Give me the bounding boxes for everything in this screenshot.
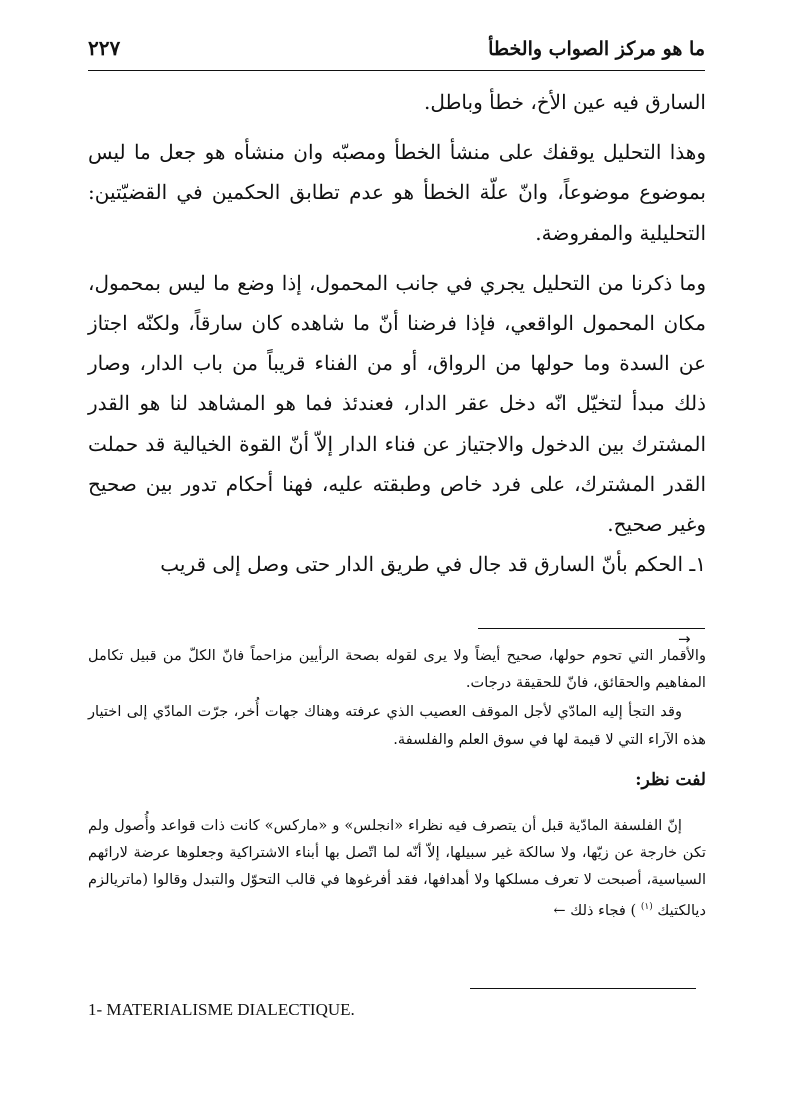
endnote: 1- MATERIALISME DIALECTIQUE. bbox=[88, 1000, 355, 1019]
footnote-block bbox=[88, 642, 706, 924]
page-header bbox=[88, 30, 705, 70]
footnote-separator bbox=[478, 628, 705, 629]
main-text bbox=[88, 82, 706, 584]
page-number: ٢٢٧ bbox=[88, 36, 121, 60]
footnote-paragraph-3-text: إنّ الفلسفة المادّية قبل أن يتصرف فيه نظراء «انجلس» و «ماركس» كانت ذات قواعد وأُصول ولم تكن خارجة عن زيّها، ولا سالكة غير سبيلها، إلاّ أنّه لما اتّصل بها أبناء الاشتراكية وجعلوها عرضة لارائهم السياسية، أصبحت لا تعرف مسلكها ولا أهدافها، فقد أفرغوها في قالب التحوّل والتبدل وقالوا (ماتريالزم ديالكتيك bbox=[88, 817, 706, 919]
paragraph-1: السارق فيه عين الأخ، خطأ وباطل. bbox=[424, 90, 706, 114]
endnote-separator bbox=[470, 988, 696, 989]
footnote-paragraph-3-end: ) فجاء ذلك ← bbox=[553, 901, 637, 919]
footnote-reference: (١) bbox=[640, 901, 653, 912]
footnote-paragraph-1: والأقمار التي تحوم حولها، صحيح أيضاً ولا يرى لقوله بصحة الرأيين مزاحماً فانّ الكلّ من قبيل تكامل المفاهيم والحقائق، فانّ للحقيقة درجات. bbox=[88, 647, 706, 692]
paragraph-2: وهذا التحليل يوقفك على منشأ الخطأ ومصبّه وان منشأه هو جعل ما ليس بموضوع موضوعاً، وانّ علّة الخطأ هو عدم تطابق الحكمين في القضيّتين: التحليلية والمفروضة. bbox=[88, 140, 706, 245]
paragraph-4: ١ـ الحكم بأنّ السارق قد جال في طريق الدار حتى وصل إلى قريب bbox=[160, 552, 706, 577]
paragraph-3: وما ذكرنا من التحليل يجري في جانب المحمول، إذا وضع ما ليس بمحمول، مكان المحمول الواقعي، فإذا فرضنا أنّ ما شاهده كان سارقاً، ولكنّه اجتاز عن السدة وما حولها من الرواق، أو من الفناء قريباً من باب الدار، وصار ذلك مبدأ لتخيّل انّه دخل عقر الدار، فعندئذ فما هو المشاهد لنا هو القدر المشترك بين الدخول والاجتياز عن فناء الدار إلاّ أنّ القوة الخيالية قد حملت القدر المشترك، على فرد خاص وطبقته عليه، فهنا أحكام تدور بين صحيح وغير صحيح. bbox=[88, 270, 706, 537]
running-title: ما هو مركز الصواب والخطأ bbox=[488, 38, 705, 60]
continuation-arrow-icon: → bbox=[678, 630, 691, 648]
header-rule bbox=[88, 70, 705, 71]
footnote-heading: لفت نظر: bbox=[635, 769, 706, 790]
footnote-paragraph-2: وقد التجأ إليه المادّي لأجل الموقف العصيب الذي عرفته وهناك جهات أُخر، جرّت المادّي إلى اختيار هذه الآراء التي لا قيمة لها في سوق العلم والفلسفة. bbox=[88, 703, 706, 748]
footnote-paragraph-3 bbox=[88, 812, 706, 924]
